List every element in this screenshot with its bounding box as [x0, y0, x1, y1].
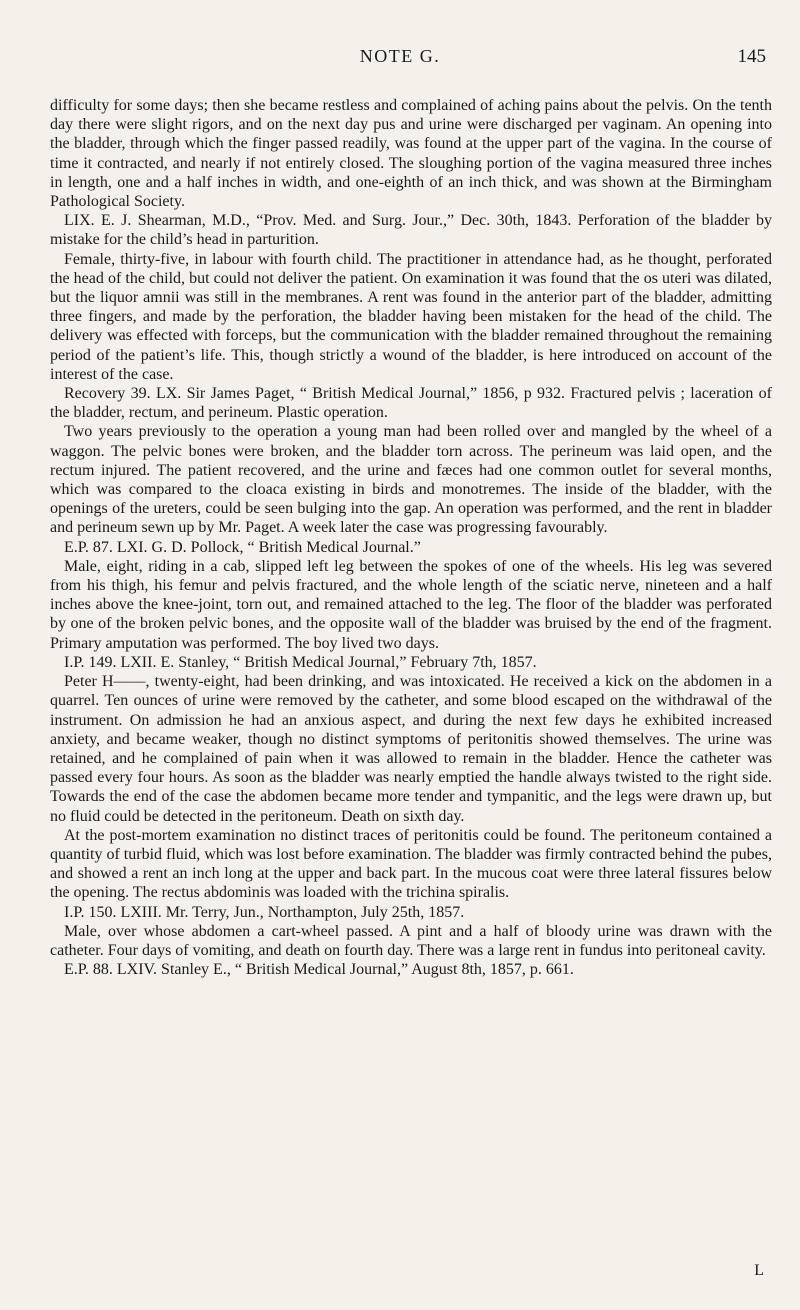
- paragraph: At the post-mortem examination no distinct traces of peritonitis could be found. The peritoneum contained a quantity of turbid fluid, which was lost before examination. The bladder was firmly contracted behind the pubes, and showed a rent an inch long at the upper and back part. In the mucous coat were three lateral fissures below the opening. The rectus abdominis was loaded with the trichina spiralis.: [50, 826, 772, 902]
- page-header: [0, 46, 800, 76]
- paragraph: E.P. 88. LXIV. Stanley E., “ British Medical Journal,” August 8th, 1857, p. 661.: [64, 961, 574, 979]
- page-number: 145: [737, 46, 766, 67]
- running-head: NOTE G.: [359, 46, 441, 66]
- paragraph: Male, over whose abdomen a cart-wheel passed. A pint and a half of bloody urine was drawn with the catheter. Four days of vomiting, and death on fourth day. There was a large rent in fundus into peritoneal cavity.: [50, 922, 772, 959]
- paragraph: Male, eight, riding in a cab, slipped left leg between the spokes of one of the wheels. His leg was severed from his thigh, his femur and pelvis fractured, and the whole length of the sciatic nerve, nineteen and a half inches above the knee-joint, torn out, and remained attached to the leg. The floor of the bladder was perforated by one of the broken pelvic bones, and the opposite wall of the bladder was bruised by the end of the fragment. Primary amputation was performed. The boy lived two days.: [50, 557, 772, 652]
- paragraph: E.P. 87. LXI. G. D. Pollock, “ British Medical Journal.”: [64, 538, 421, 556]
- paragraph: Two years previously to the operation a young man had been rolled over and mangled by the wheel of a waggon. The pelvic bones were broken, and the bladder torn across. The perineum was laid open, and the rectum injured. The patient recovered, and the urine and fæces had one common outlet for several months, which was compared to the cloaca existing in birds and monotremes. The inside of the bladder, with the openings of the ureters, could be seen bulging into the gap. An operation was performed, and the rent in bladder and perineum sewn up by Mr. Paget. A week later the case was progressing favourably.: [50, 423, 772, 537]
- paragraph: Peter H——, twenty-eight, had been drinking, and was intoxicated. He received a kick on the abdomen in a quarrel. Ten ounces of urine were removed by the catheter, and some blood escaped on the withdrawal of the instrument. On admission he had an anxious aspect, and during the next few days he exhibited increased anxiety, and became weaker, though no distinct symptoms of peritonitis showed themselves. The urine was retained, and he complained of pain when it was allowed to remain in the bladder. Hence the catheter was passed every four hours. As soon as the bladder was nearly emptied the handle always twisted to the right side. Towards the end of the case the abdomen became more tender and tympanitic, and the legs were drawn up, but no fluid could be detected in the peritoneum. Death on sixth day.: [50, 673, 772, 825]
- paragraph: Recovery 39. LX. Sir James Paget, “ British Medical Journal,” 1856, p 932. Fractured pelvis ; laceration of the bladder, rectum, and perineum. Plastic operation.: [50, 385, 772, 422]
- signature-mark: L: [754, 1262, 764, 1279]
- paragraph: I.P. 149. LXII. E. Stanley, “ British Medical Journal,” February 7th, 1857.: [64, 653, 537, 671]
- paragraph: Female, thirty-five, in labour with fourth child. The practitioner in attendance had, as he thought, perforated the head of the child, but could not deliver the patient. On examination it was found that the os uteri was dilated, but the liquor amnii was still in the membranes. A rent was found in the anterior part of the bladder, admitting three fingers, and made by the perforation, the bladder having been mistaken for the head of the child. The delivery was effected with forceps, but the communication with the bladder remained throughout the remaining period of the patient’s life. This, though strictly a wound of the bladder, is here introduced on account of the interest of the case.: [50, 250, 772, 383]
- paragraph: LIX. E. J. Shearman, M.D., “Prov. Med. and Surg. Jour.,” Dec. 30th, 1843. Perforation of the bladder by mistake for the child’s head in parturition.: [50, 212, 772, 249]
- paragraph: I.P. 150. LXIII. Mr. Terry, Jun., Northampton, July 25th, 1857.: [64, 903, 465, 921]
- paragraph: difficulty for some days; then she became restless and complained of aching pains about the pelvis. On the tenth day there were slight rigors, and on the next day pus and urine were discharged per vaginam. An opening into the bladder, through which the finger passed readily, was found at the upper part of the vagina. In the course of time it contracted, and nearly if not entirely closed. The sloughing portion of the vagina measured three inches in length, one and a half inches in width, and one-eighth of an inch thick, and was shown at the Birmingham Pathological Society.: [50, 97, 772, 211]
- body-text: [50, 96, 772, 979]
